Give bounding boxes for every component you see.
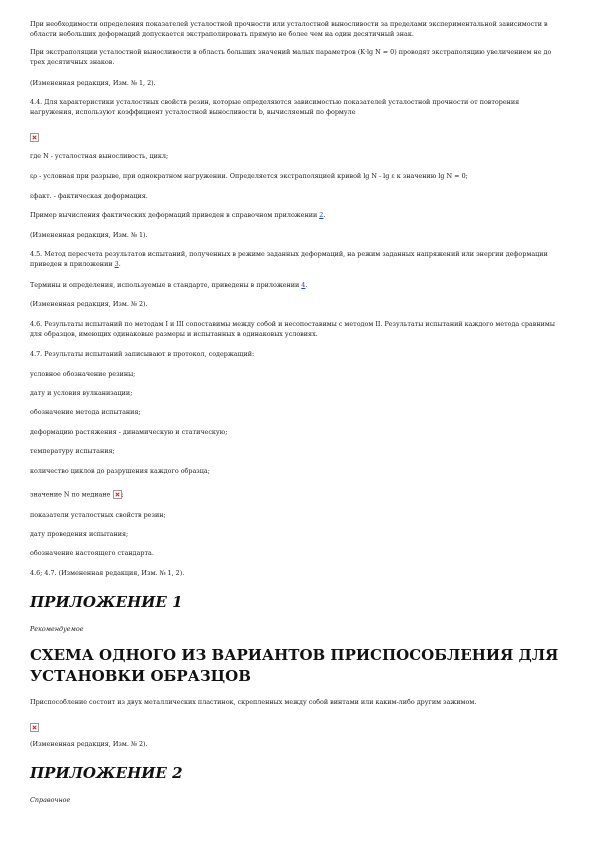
formula-image [30, 128, 39, 146]
protocol-item: дату проведения испытания; [30, 530, 129, 538]
median-end: ; [121, 490, 124, 499]
protocol-item-median [30, 490, 560, 500]
protocol-item: условное обозначение резины; [30, 370, 136, 378]
broken-image-icon [113, 490, 122, 499]
appendix-1-text: Приспособление состоит из двух металлических пластинок, скрепленных между собой винтами или каким-либо другим зажимом. [30, 698, 477, 706]
method-text: 4.5. Метод пересчета результатов испытаний, полученных в режиме заданных деформаций, на режим заданных напряжений или энергии деформации приведен в приложении [30, 250, 548, 268]
appendix-1-title: СХЕМА ОДНОГО ИЗ ВАРИАНТОВ ПРИСПОСОБЛЕНИЯ ДЛЯ УСТАНОВКИ ОБРАЗЦОВ [30, 646, 559, 685]
appendix-1-heading: ПРИЛОЖЕНИЕ 1 [30, 593, 183, 611]
method-end: . [118, 259, 121, 268]
appendix-4-link[interactable]: 4 [301, 281, 306, 289]
edition-note: (Измененная редакция, Изм. № 2). [30, 740, 148, 748]
broken-image-icon [30, 723, 39, 732]
appendix-2-note: Справочное [30, 796, 71, 804]
paragraph-extrapolation-1: При необходимости определения показателей усталостной прочности или усталостной выносливости за пределами экспериментальной зависимости в области небольших деформаций допускается экстраполировать прямую не более чем на один десятичный знак. [30, 20, 548, 38]
scheme-image [30, 718, 39, 736]
paragraph-4-7: 4.7. Результаты испытаний записывают в протокол, содержащий: [30, 350, 255, 358]
appendix-1-note: Рекомендуемое [30, 625, 84, 633]
paragraph-4-6: 4.6. Результаты испытаний по методам I и III сопоставимы между собой и несопоставимы с методом II. Результаты испытаний каждого метода сравнимы для образцов, имеющих одинаковые размеры и испытанных в одинаковых условиях. [30, 320, 555, 338]
protocol-item: показатели усталостных свойств резин; [30, 511, 166, 519]
paragraph-terms [30, 281, 560, 291]
paragraph-4-4: 4.4. Для характеристики усталостных свойств резин, которые определяются зависимостью показателей усталостной прочности от повторения нагружения, используют коэффициент усталостной выносливости b, вычисляемый по формуле [30, 98, 520, 116]
broken-image-icon [30, 133, 39, 142]
paragraph-where-n: где N - усталостная выносливость, цикл; [30, 152, 169, 160]
protocol-item: деформацию растяжения - динамическую и статическую; [30, 428, 228, 436]
appendix-3-link[interactable]: 3 [114, 259, 119, 268]
paragraph-4-5 [30, 250, 560, 269]
paragraph-extrapolation-2: При экстраполяции усталостной выносливости в область больших значений малых параметров (K·lg N = 0) проводят экстраполяцию увеличением не до трех десятичных знаков. [30, 48, 552, 66]
paragraph-epsilon-r: ερ - условная при разрыве, при однократном нагружении. Определяется экстраполяцией кривой lg N - lg ε к значению lg N = 0; [30, 172, 468, 180]
example-end: . [323, 211, 326, 219]
terms-text: Термины и определения, используемые в стандарте, приведены в приложении [30, 281, 302, 289]
appendix-2-link[interactable]: 2 [319, 211, 324, 219]
protocol-item: дату и условия вулканизации; [30, 389, 133, 397]
edition-note: (Измененная редакция, Изм. № 2). [30, 300, 148, 308]
paragraph-epsilon-fact: εфакт. - фактическая деформация. [30, 192, 148, 200]
edition-note: 4.6; 4.7. (Измененная редакция, Изм. № 1, 2). [30, 569, 185, 577]
edition-note: (Измененная редакция, Изм. № 1, 2). [30, 79, 156, 87]
edition-note: (Измененная редакция, Изм. № 1). [30, 231, 148, 239]
example-text: Пример вычисления фактических деформаций приведен в справочном приложении [30, 211, 320, 219]
median-text: значение N по медиане [30, 490, 113, 499]
terms-end: . [305, 281, 308, 289]
paragraph-example [30, 211, 560, 221]
protocol-item: количество циклов до разрушения каждого образца; [30, 467, 210, 475]
appendix-2-heading: ПРИЛОЖЕНИЕ 2 [30, 764, 183, 782]
protocol-item: обозначение настоящего стандарта. [30, 549, 154, 557]
protocol-item: температуру испытания; [30, 447, 115, 455]
protocol-item: обозначение метода испытания; [30, 408, 141, 416]
